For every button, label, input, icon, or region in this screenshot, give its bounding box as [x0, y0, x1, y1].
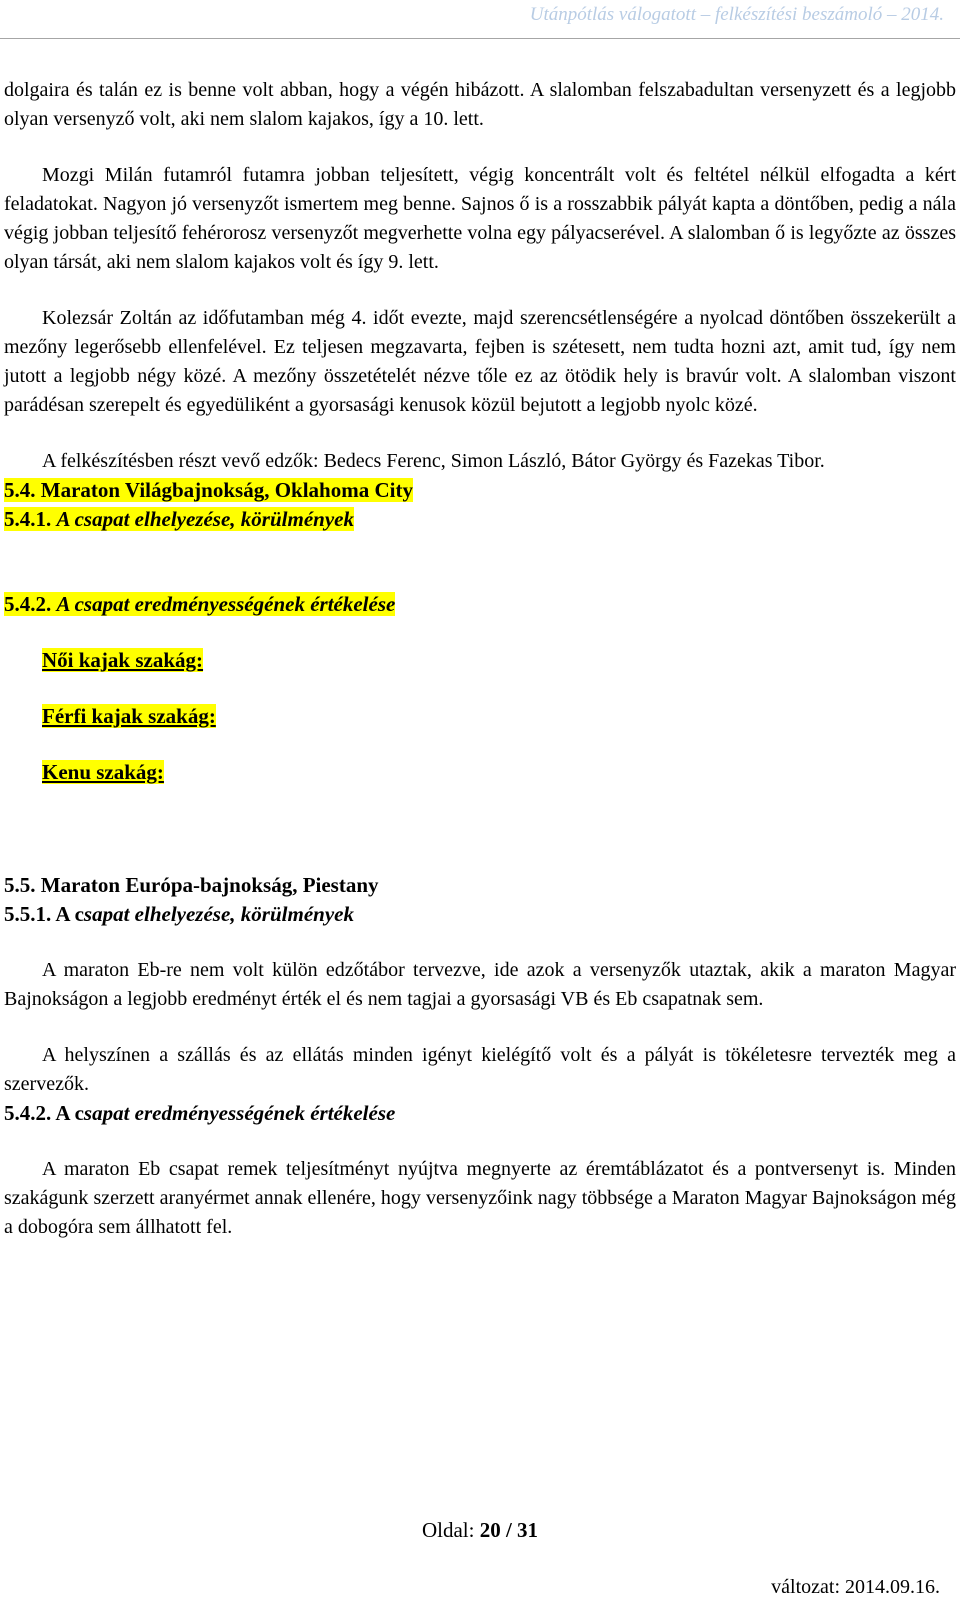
version-label: változat: 2014.09.16.	[771, 1576, 940, 1598]
page-number: Oldal: 20 / 31	[421, 1518, 539, 1542]
heading-5-5-1: 5.5.1. A csapat elhelyezése, körülmények	[4, 902, 354, 926]
heading-5-4-2: 5.4.2. A csapat eredményességének értékelése	[4, 592, 396, 616]
paragraph-4: A felkészítésben részt vevő edzők: Bedecs Ferenc, Simon László, Bátor György és Fazekas Tibor.	[42, 450, 825, 472]
running-header: Utánpótlás válogatott – felkészítési beszámoló – 2014.	[529, 4, 944, 25]
heading-5-4-1: 5.4.1. A csapat elhelyezése, körülmények	[4, 507, 354, 531]
subsection-noi-kajak: Női kajak szakág:	[42, 648, 204, 672]
heading-5-5: 5.5. Maraton Európa-bajnokság, Piestany	[4, 873, 379, 897]
heading-5-4-2-second: 5.4.2. A csapat eredményességének értékelése	[4, 1101, 396, 1125]
heading-5-4: 5.4. Maraton Világbajnokság, Oklahoma City	[4, 478, 413, 502]
header-divider	[0, 38, 960, 39]
paragraph-5: A maraton Eb-re nem volt külön edzőtábor tervezve, ide azok a versenyzők utaztak, akik a maraton Magyar Bajnokságon a legjobb eredményt érték el és nem tagjai a gyorsasági VB és Eb csapatnak sem.	[4, 959, 956, 1010]
paragraph-7: A maraton Eb csapat remek teljesítményt nyújtva megnyerte az éremtáblázatot és a pontversenyt is. Minden szakágunk szerzett aranyérmet annak ellenére, hogy versenyzőink nagy többsége a Maraton Magyar Bajnokságon még a dobogóra sem állhatott fel.	[4, 1158, 956, 1238]
paragraph-6: A helyszínen a szállás és az ellátás minden igényt kielégítő volt és a pályát is tökéletesre tervezték meg a szervezők.	[4, 1044, 956, 1095]
page-content	[4, 76, 956, 1242]
paragraph-1: dolgaira és talán ez is benne volt abban, hogy a végén hibázott. A slalomban felszabadultan versenyzett és a legjobb olyan versenyző volt, aki nem slalom kajakos, így a 10. lett.	[4, 79, 956, 130]
paragraph-3: Kolezsár Zoltán az időfutamban még 4. időt evezte, majd szerencsétlenségére a nyolcad döntőben összekerült a mezőny legerősebb ellenfelével. Ez teljesen megzavarta, fejben is szétesett, nem tudta hozni azt, amit tud, így nem jutott a legjobb négy közé. A mezőny összetételét nézve tőle ez az ötödik hely is bravúr volt. A slalomban viszont parádésan szerepelt és egyedüliként a gyorsasági kenusok közül bejutott a legjobb nyolc közé.	[4, 307, 956, 416]
paragraph-2: Mozgi Milán futamról futamra jobban teljesített, végig koncentrált volt és feltétel nélkül elfogadta a kért feladatokat. Nagyon jó versenyzőt ismertem meg benne. Sajnos ő is a rosszabbik pályát kapta a döntőben, pedig a nála végig jobban teljesítő fehérorosz versenyzőt megverhette volna egy pályacserével. A slalomban ő is legyőzte az összes olyan társát, aki nem slalom kajakos volt és így 9. lett.	[4, 164, 956, 273]
subsection-ferfi-kajak: Férfi kajak szakág:	[42, 704, 216, 728]
subsection-kenu: Kenu szakág:	[42, 760, 164, 784]
